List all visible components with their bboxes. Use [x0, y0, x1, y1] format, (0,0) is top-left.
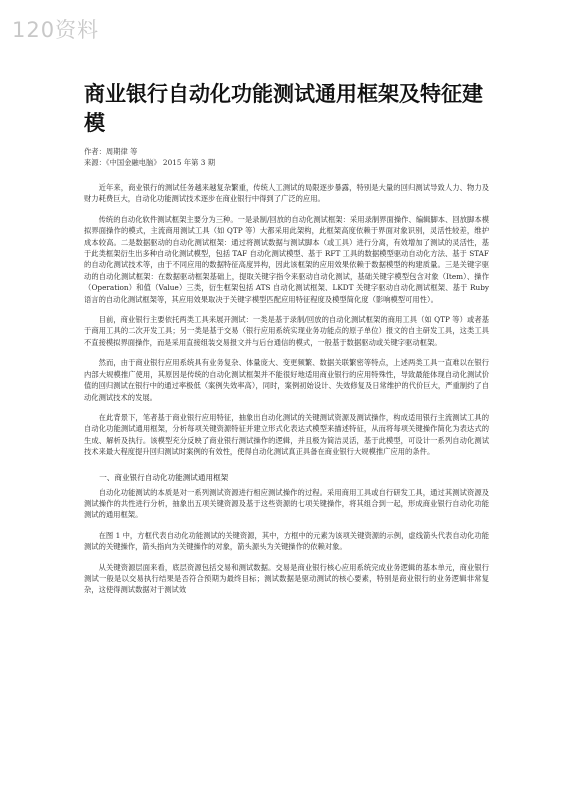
watermark-logo: 120资料: [12, 18, 100, 42]
article-title: 商业银行自动化功能测试通用框架及特征建模: [84, 82, 483, 135]
paragraph: 从关键资源层面来看，底层资源包括交易和测试数据。交易是商业银行核心应用系统完成业务逻辑的基本单元，商业银行测试一般是以交易执行结果是否符合预期为最终目标；测试数据是驱动测试的核心要素，特别是商业银行的业务逻辑非常复杂，这使得测试数据对于测试效: [84, 562, 489, 595]
section-heading: 一、商业银行自动化功能测试通用框架: [99, 472, 229, 482]
paragraph: 自动化功能测试的本质是对一系列测试资源进行相应测试操作的过程。采用商用工具或自行研发工具，通过其测试资源及测试操作的共性进行分析，抽象出五项关键资源及基于这些资源的七项关键操作，将其组合到一起，形成商业银行自动化功能测试的通用框架。: [84, 487, 489, 520]
article: [84, 80, 489, 596]
paragraph: 近年来，商业银行的测试任务越来越复杂繁重，传统人工测试的局限逐步暴露，特别是大量的回归测试导致人力、物力及财力耗费巨大，自动化功能测试技术逐步在商业银行中得到了广泛的应用。: [84, 183, 489, 204]
source-line: 来源：《中国金融电脑》 2015 年第 3 期: [84, 158, 215, 167]
paragraph: 在此背景下，笔者基于商业银行应用特征，抽象出自动化测试的关键测试资源及测试操作，构成适用银行主流测试工具的自动化功能测试通用框架，分析每项关键资源特征并建立形式化表达式模型来描述特征，从而将每项关键操作简化为表达式的生成、解析及执行。该模型充分反映了商业银行测试操作的逻辑，并且极为简洁灵活，基于此模型，可设计一系列自动化测试技术来最大程度提升回归测试时案例的有效性，使得自动化测试真正具备在商业银行大规模推广应用的条件。: [84, 412, 489, 457]
paragraph: 目前，商业银行主要依托两类工具来展开测试：一类是基于录制/回放的自动化测试框架的商用工具（如 QTP 等）或者基于商用工具的二次开发工具；另一类是基于交易（银行应用系统实现业务功能点的原子单位）报文的自主研发工具，这类工具不直接模拟界面操作，而是采用直接组装交易报文并与后台通信的模式，一般基于数据驱动或关键字驱动框架。: [84, 315, 489, 347]
author-line: 作者：周期律 等: [84, 147, 138, 156]
paragraph: 在图 1 中，方框代表自动化功能测试的关键资源，其中，方框中的元素为该项关键资源的示例，虚线箭头代表自动化功能测试的关键操作，箭头指向为关键操作的对象，箭头源头为关键操作的依赖对象。: [84, 530, 489, 552]
paragraph: 然而，由于商业银行应用系统具有业务复杂、体量庞大、变更频繁、数据关联繁密等特点，上述两类工具一直难以在银行内部大规模推广使用，其原因是传统的自动化测试框架并不能很好地适用商业银行的应用特殊性，导致最能体现自动化测试价值的回归测试在银行中的通过率极低（案例失效率高），同时，案例初始设计、失效修复及日常维护的代价巨大，严重制约了自动化测试技术的发展。: [84, 358, 489, 402]
paragraph: 传统的自动化软件测试框架主要分为三种。一是录制/回放的自动化测试框架：采用录制界面操作、编辑脚本、回放脚本模拟界面操作的模式，主流商用测试工具（如 QTP 等）大都采用此架构，此框架高度依赖于界面对象识别，灵活性较差，维护成本较高。二是数据驱动的自动化测试框架：通过将测试数据与测试脚本（或工具）进行分离，有效增加了测试的灵活性，基于此类框架衍生出多种自动化测试模型，包括 TAF 自动化测试模型、基于 RFT 工具的数据模型驱动自动化方法、基于 STAF 的自动化测试技术等，由于不同应用的数据特征高度异构，因此该框架的应用效果依赖于数据模型的构建质量。三是关键字驱动的自动化测试框架：在数据驱动框架基础上，提取关键字指令来驱动自动化测试，基础关键字模型包含对象（Item）、操作（Operation）和值（Value）三类，衍生框架包括 ATS 自动化测试框架、LKDT 关键字驱动自动化测试框架、基于 Ruby 语言的自动化测试框架等，其应用效果取决于关键字模型匹配应用特征程度及模型简化度（影响模型可用性）。: [84, 214, 489, 304]
